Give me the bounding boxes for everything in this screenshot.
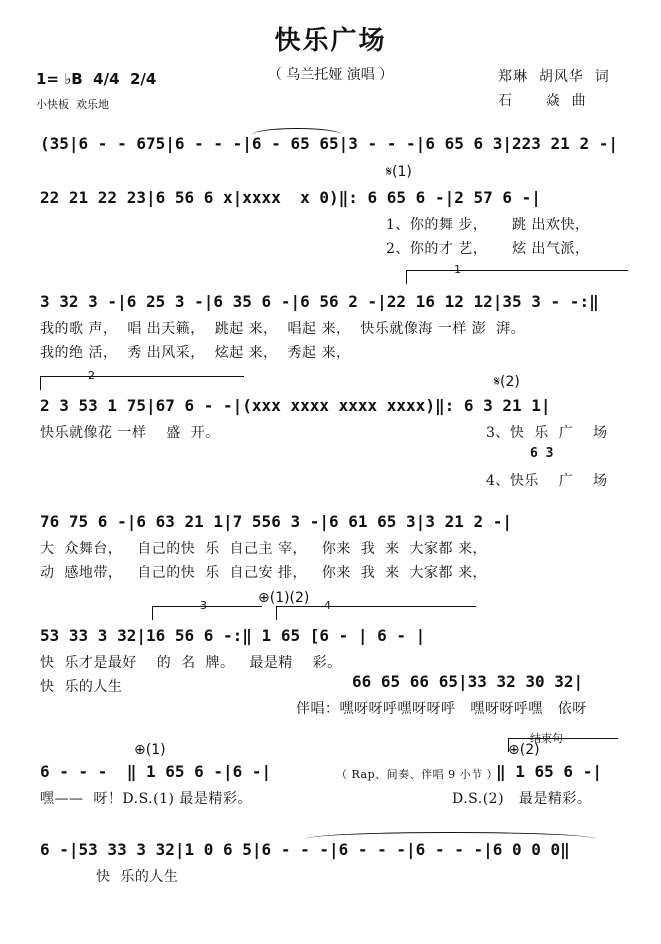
segno-1: 𝄋(1) (386, 164, 412, 180)
composer-credit: 石 焱 曲 (498, 93, 587, 109)
lyric-row-5-verse-1: 大 众舞台， 自己的快 乐 自己主 宰， 你来 我 来 大家都 来， (40, 541, 488, 557)
coda-mark-2: ⊕(2) (508, 742, 540, 758)
score-row-8-notes: 6 -|53 33 3 32|1 0 6 5|6 - - -|6 - - -|6 - - -|6 0 0 0‖ (40, 840, 570, 859)
volta-number-3: 3 (200, 599, 207, 612)
score-row-5-notes: 76 75 6 -|6 63 21 1|7 556 3 -|6 61 65 3|3 21 2 -| (40, 512, 513, 531)
tempo-marking: 小快板 欢乐地 (36, 98, 109, 111)
lyricist-credit: 郑琳 胡风华 词 (498, 69, 610, 85)
score-row-7-notes: 6 - - - ‖ 1 65 6 -|6 -| (40, 762, 272, 781)
score-row-4-notes: 2 3 53 1 75|67 6 - -|(xxx xxxx xxxx xxxx)‖: 6 3 21 1| (40, 396, 551, 415)
lyric-row-6-verse-2: 快 乐的人生 (40, 679, 123, 695)
volta-tick (406, 270, 407, 284)
lyric-verse-3: 3、快 乐 广 场 (486, 425, 608, 441)
lyric-row-3-verse-2: 我的绝 活， 秀 出风采， 炫起 来， 秀起 来， (40, 345, 351, 361)
lyric-row-6-verse-1: 快 乐才是最好 的 名 牌。 最是精 彩。 (40, 655, 342, 671)
volta-tick (40, 376, 41, 390)
song-title: 快乐广场 (274, 26, 387, 56)
score-row-2-notes: 22 21 22 23|6 56 6 x|xxxx x 0)‖: 6 65 6 -|2 57 6 -| (40, 188, 541, 207)
ending-bracket (508, 738, 618, 739)
volta-number-2: 2 (88, 369, 95, 382)
alternate-notes: 6 3 (530, 446, 554, 461)
volta-tick (152, 606, 153, 620)
backing-vocal-notes: 66 65 66 65|33 32 30 32| (352, 672, 584, 691)
lyric-row-4-verse-1: 快乐就像花 一样 盛 开。 (40, 425, 220, 441)
volta-number-4: 4 (324, 599, 331, 612)
lyric-row-7-ds1: 嘿—— 呀！D.S.(1) 最是精彩。 (40, 791, 252, 807)
lyric-verse-2: 2、你的才 艺， 炫 出气派， (386, 241, 590, 257)
lyric-row-7-ds2: D.S.(2) 最是精彩。 (452, 791, 592, 807)
lyric-verse-4: 4、快乐 广 场 (486, 473, 608, 489)
segno-2: 𝄋(2) (494, 374, 520, 390)
lyric-verse-1: 1、你的舞 步， 跳 出欢快， (386, 217, 590, 233)
volta-bracket-1 (406, 270, 628, 271)
score-row-6-notes: 53 33 3 32|16 56 6 -:‖ 1 65 [6 - | 6 - | (40, 626, 426, 645)
lyric-row-8: 快 乐的人生 (96, 869, 179, 885)
score-row-3-notes: 3 32 3 -|6 25 3 -|6 35 6 -|6 56 2 -|22 16 12 12|35 3 - -:‖ (40, 292, 599, 311)
volta-tick (276, 606, 277, 620)
volta-bracket-4 (276, 606, 476, 607)
slur-mark (252, 128, 342, 135)
volta-bracket-2 (40, 376, 244, 377)
volta-number-1: 1 (454, 263, 461, 276)
score-row-7-coda-notes: ‖ 1 65 6 -| (496, 762, 602, 781)
backing-vocal-lyric: 伴唱：嘿呀呀呼嘿呀呀呼 嘿呀呀呼嘿 依呀 (296, 701, 587, 717)
key-signature: 1= ♭B 4/4 2/4 (36, 70, 157, 88)
tie-mark (306, 832, 596, 839)
coda-mark-1-2: ⊕(1)(2) (258, 590, 310, 606)
lyric-row-5-verse-2: 动 感地带， 自己的快 乐 自己安 排， 你来 我 来 大家都 来， (40, 565, 488, 581)
lyric-row-3-verse-1: 我的歌 声， 唱 出天籁， 跳起 来， 唱起 来， 快乐就像海 一样 澎 湃。 (40, 321, 526, 337)
rap-interlude-note: （ Rap、间奏、伴唱 9 小节 ） (336, 768, 499, 781)
coda-mark-1: ⊕(1) (134, 742, 166, 758)
volta-bracket-3 (152, 606, 262, 607)
score-row-1-notes: (35|6 - - 675|6 - - -|6 - 65 65|3 - - -|6 65 6 3|223 21 2 -| (40, 134, 618, 153)
singer-credit: （ 乌兰托娅 演唱 ） (267, 67, 394, 83)
ending-label: 结束句 (530, 732, 563, 745)
